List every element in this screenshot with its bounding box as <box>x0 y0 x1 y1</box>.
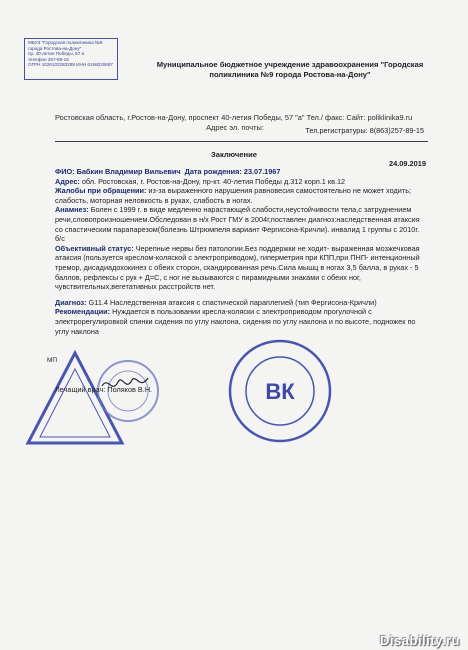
patient-fio <box>55 167 425 177</box>
fio-label: ФИО: <box>55 167 75 176</box>
document-title: Заключение <box>210 150 257 159</box>
dob-value: 23.07.1967 <box>243 167 281 176</box>
diagnosis <box>55 298 425 308</box>
mp-mark: МП <box>47 357 58 364</box>
diagnosis-text: G11.4 Наследственная атаксия с спастической параплегией (тип Фергисона-Кричли) <box>88 297 377 307</box>
objective-label: Объективный статус: <box>55 243 134 253</box>
doctor-signature-line: Лечащий врач: Поляков В.Н. <box>55 385 153 394</box>
corner-stamp-line: ОГРН 1026103283288 ИНН 6166020697 <box>28 62 113 68</box>
objective-status <box>55 244 425 292</box>
anamnesis-label: Анамнез: <box>55 205 89 215</box>
site-watermark: Disability.ru <box>380 633 460 648</box>
anamnesis-text: Болен с 1999 г. в виде медленно нарастающей слабости,неустойчивости тела,с затруднением речи,словопроизношением.Обследован в н/х Рост ГМУ в 2004г,поставлен диагноз:наследственная атаксия со спастическим парапарезом(болезнь Штрюмпеля вариант Фергисона-Кричли). инвалид 1 группы с 2010г. б/с <box>55 205 420 244</box>
vk-label: ВК <box>265 379 295 404</box>
document-date: 24.09.2019 <box>389 159 426 168</box>
corner-stamp <box>24 38 118 80</box>
recommendations-text: Нуждается в пользовании кресла-коляски с электроприводом прогулочной с электрорегулировкой спинки сидения по углу наклона, сидения по углу наклона и по высоте, подножек по углу наклона <box>55 307 416 336</box>
corner-stamp-line: пр. 40-летия Победы, 57 а <box>28 51 85 57</box>
organization-name <box>130 60 450 80</box>
registry-phone: Тел.регистратуры: 8(863)257-89-15 <box>305 126 424 135</box>
org-line-1: Муниципальное бюджетное учреждение здравоохранения "Городская <box>156 60 424 69</box>
document-body <box>55 167 425 336</box>
corner-stamp-line: телефон 257-89-15 <box>28 56 69 62</box>
org-line-2: поликлиника №9 города Ростова-на-Дону" <box>209 70 371 79</box>
patient-address <box>55 177 425 187</box>
anamnesis <box>55 205 425 243</box>
corner-stamp-line: МБУЗ "Городская поликлиника №9 <box>28 40 103 45</box>
email-line: Адрес эл. почты: <box>206 123 264 132</box>
complaints <box>55 186 425 205</box>
complaints-text: из-за выраженного нарушения равновесия самостоятельно не может ходить; слабость, моторная неловкость в руках, слабость в ногах. <box>55 186 412 205</box>
objective-text: Черепные нервы без патологии.Без поддержки не ходит- выраженная мозжечковая атаксия (пользуется креслом-коляской с электроприводом), гиперметрия при КПП,при ПНП- интенционный тремор, дисадиадохокинез с обеих сторон, скандированная речь.Сила мышц в ногах 3,5 балла, в руках - 5 баллов, рефлексы с рук + Д=С, с ног не вызываются с пирамидными знаками с обеих ног, чувствительных,вегетативных расстройств нет. <box>55 243 420 292</box>
recommendations <box>55 307 425 336</box>
fio-value: Бабкин Владимир Вильевич <box>76 167 181 176</box>
diagnosis-label: Диагноз: <box>55 297 87 307</box>
header-divider <box>55 141 428 142</box>
corner-stamp-line: города Ростова-на-Дону" <box>28 45 82 51</box>
address-label: Адрес: <box>55 176 80 186</box>
round-stamp-vk <box>225 336 335 446</box>
address-line: Ростовская область, г.Ростов-на-Дону, проспект 40-летия Победы, 57 "а" Тел./ факс: Сайт: poliklinika9.ru <box>55 113 413 122</box>
dob-label: Дата рождения: <box>184 167 242 176</box>
address-value: обл. Ростовская, г. Ростов-на-Дону, пр-кт. 40-летия Победы д.312 корп.1 кв.12 <box>81 176 346 186</box>
recommendations-label: Рекомендации: <box>55 307 111 317</box>
complaints-label: Жалобы при обращении: <box>55 186 147 196</box>
